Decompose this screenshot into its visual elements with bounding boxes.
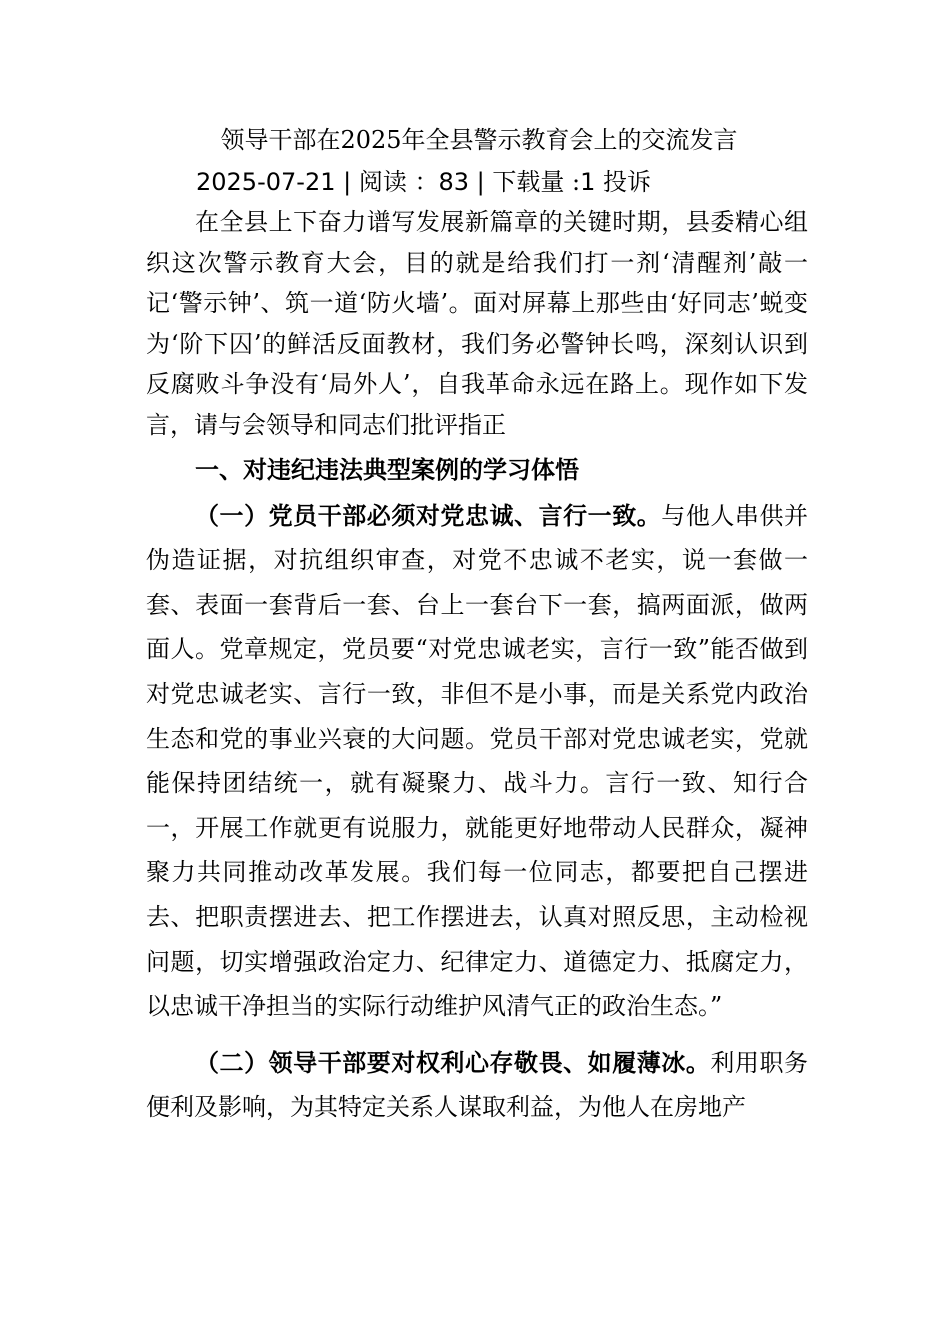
point-2-paragraph [146, 1041, 808, 1130]
document-meta [196, 162, 808, 202]
point-2-body: 利用职务便利及影响，为其特定关系人谋取利益，为他人在房地产 [146, 1048, 808, 1122]
section-heading: 一、对违纪违法典型案例的学习体悟 [195, 454, 579, 484]
meta-separator: | [469, 168, 493, 196]
point-1-lead: （一）党员干部必须对党忠诚、言行一致。 [195, 500, 662, 530]
meta-separator: | [335, 168, 359, 196]
document-page [146, 118, 808, 1130]
document-title: 领导干部在2025年全县警示教育会上的交流发言 [220, 126, 738, 154]
downloads-count: 1 [580, 168, 596, 196]
publish-date: 2025-07-21 [196, 168, 336, 196]
point-1-body: 与他人串供并伪造证据，对抗组织审查，对党不忠诚不老实，说一套做一套、表面一套背后一套、台上一套台下一套，搞两面派，做两面人。党章规定，党员要“对党忠诚老实，言行一致”能否做到对党忠诚老实、言行一致，非但不是小事，而是关系党内政治生态和党的事业兴衰的大问题。党员干部对党忠诚老实，党就能保持团结统一，就有凝聚力、战斗力。言行一致、知行合一，开展工作就更有说服力，就能更好地带动人民群众，凝神聚力共同推动改革发展。我们每一位同志，都要把自己摆进去、把职责摆进去、把工作摆进去，认真对照反思，主动检视问题，切实增强政治定力、纪律定力、道德定力、抵腐定力，以忠诚干净担当的实际行动维护风清气正的政治生态。” [146, 501, 809, 1021]
reads-count: 83 [438, 168, 470, 196]
point-2-lead: （二）领导干部要对权利心存敬畏、如履薄冰。 [195, 1047, 711, 1077]
reads-label: 阅读 ： [358, 168, 439, 196]
downloads-label: 下载量 : [492, 168, 581, 196]
report-link[interactable]: 投诉 [595, 168, 651, 196]
point-1-paragraph [146, 494, 808, 1029]
intro-paragraph: 在全县上下奋力谱写发展新篇章的关键时期，县委精心组织这次警示教育大会，目的就是给我们打一剂‘清醒剂’敲一记‘警示钟’、筑一道‘防火墙’。面对屏幕上那些由‘好同志’蜕变为‘阶下囚’的鲜活反面教材，我们务必警钟长鸣，深刻认识到反腐败斗争没有‘局外人’，自我革命永远在路上。现作如下发言，请与会领导和同志们批评指正 [146, 208, 808, 439]
